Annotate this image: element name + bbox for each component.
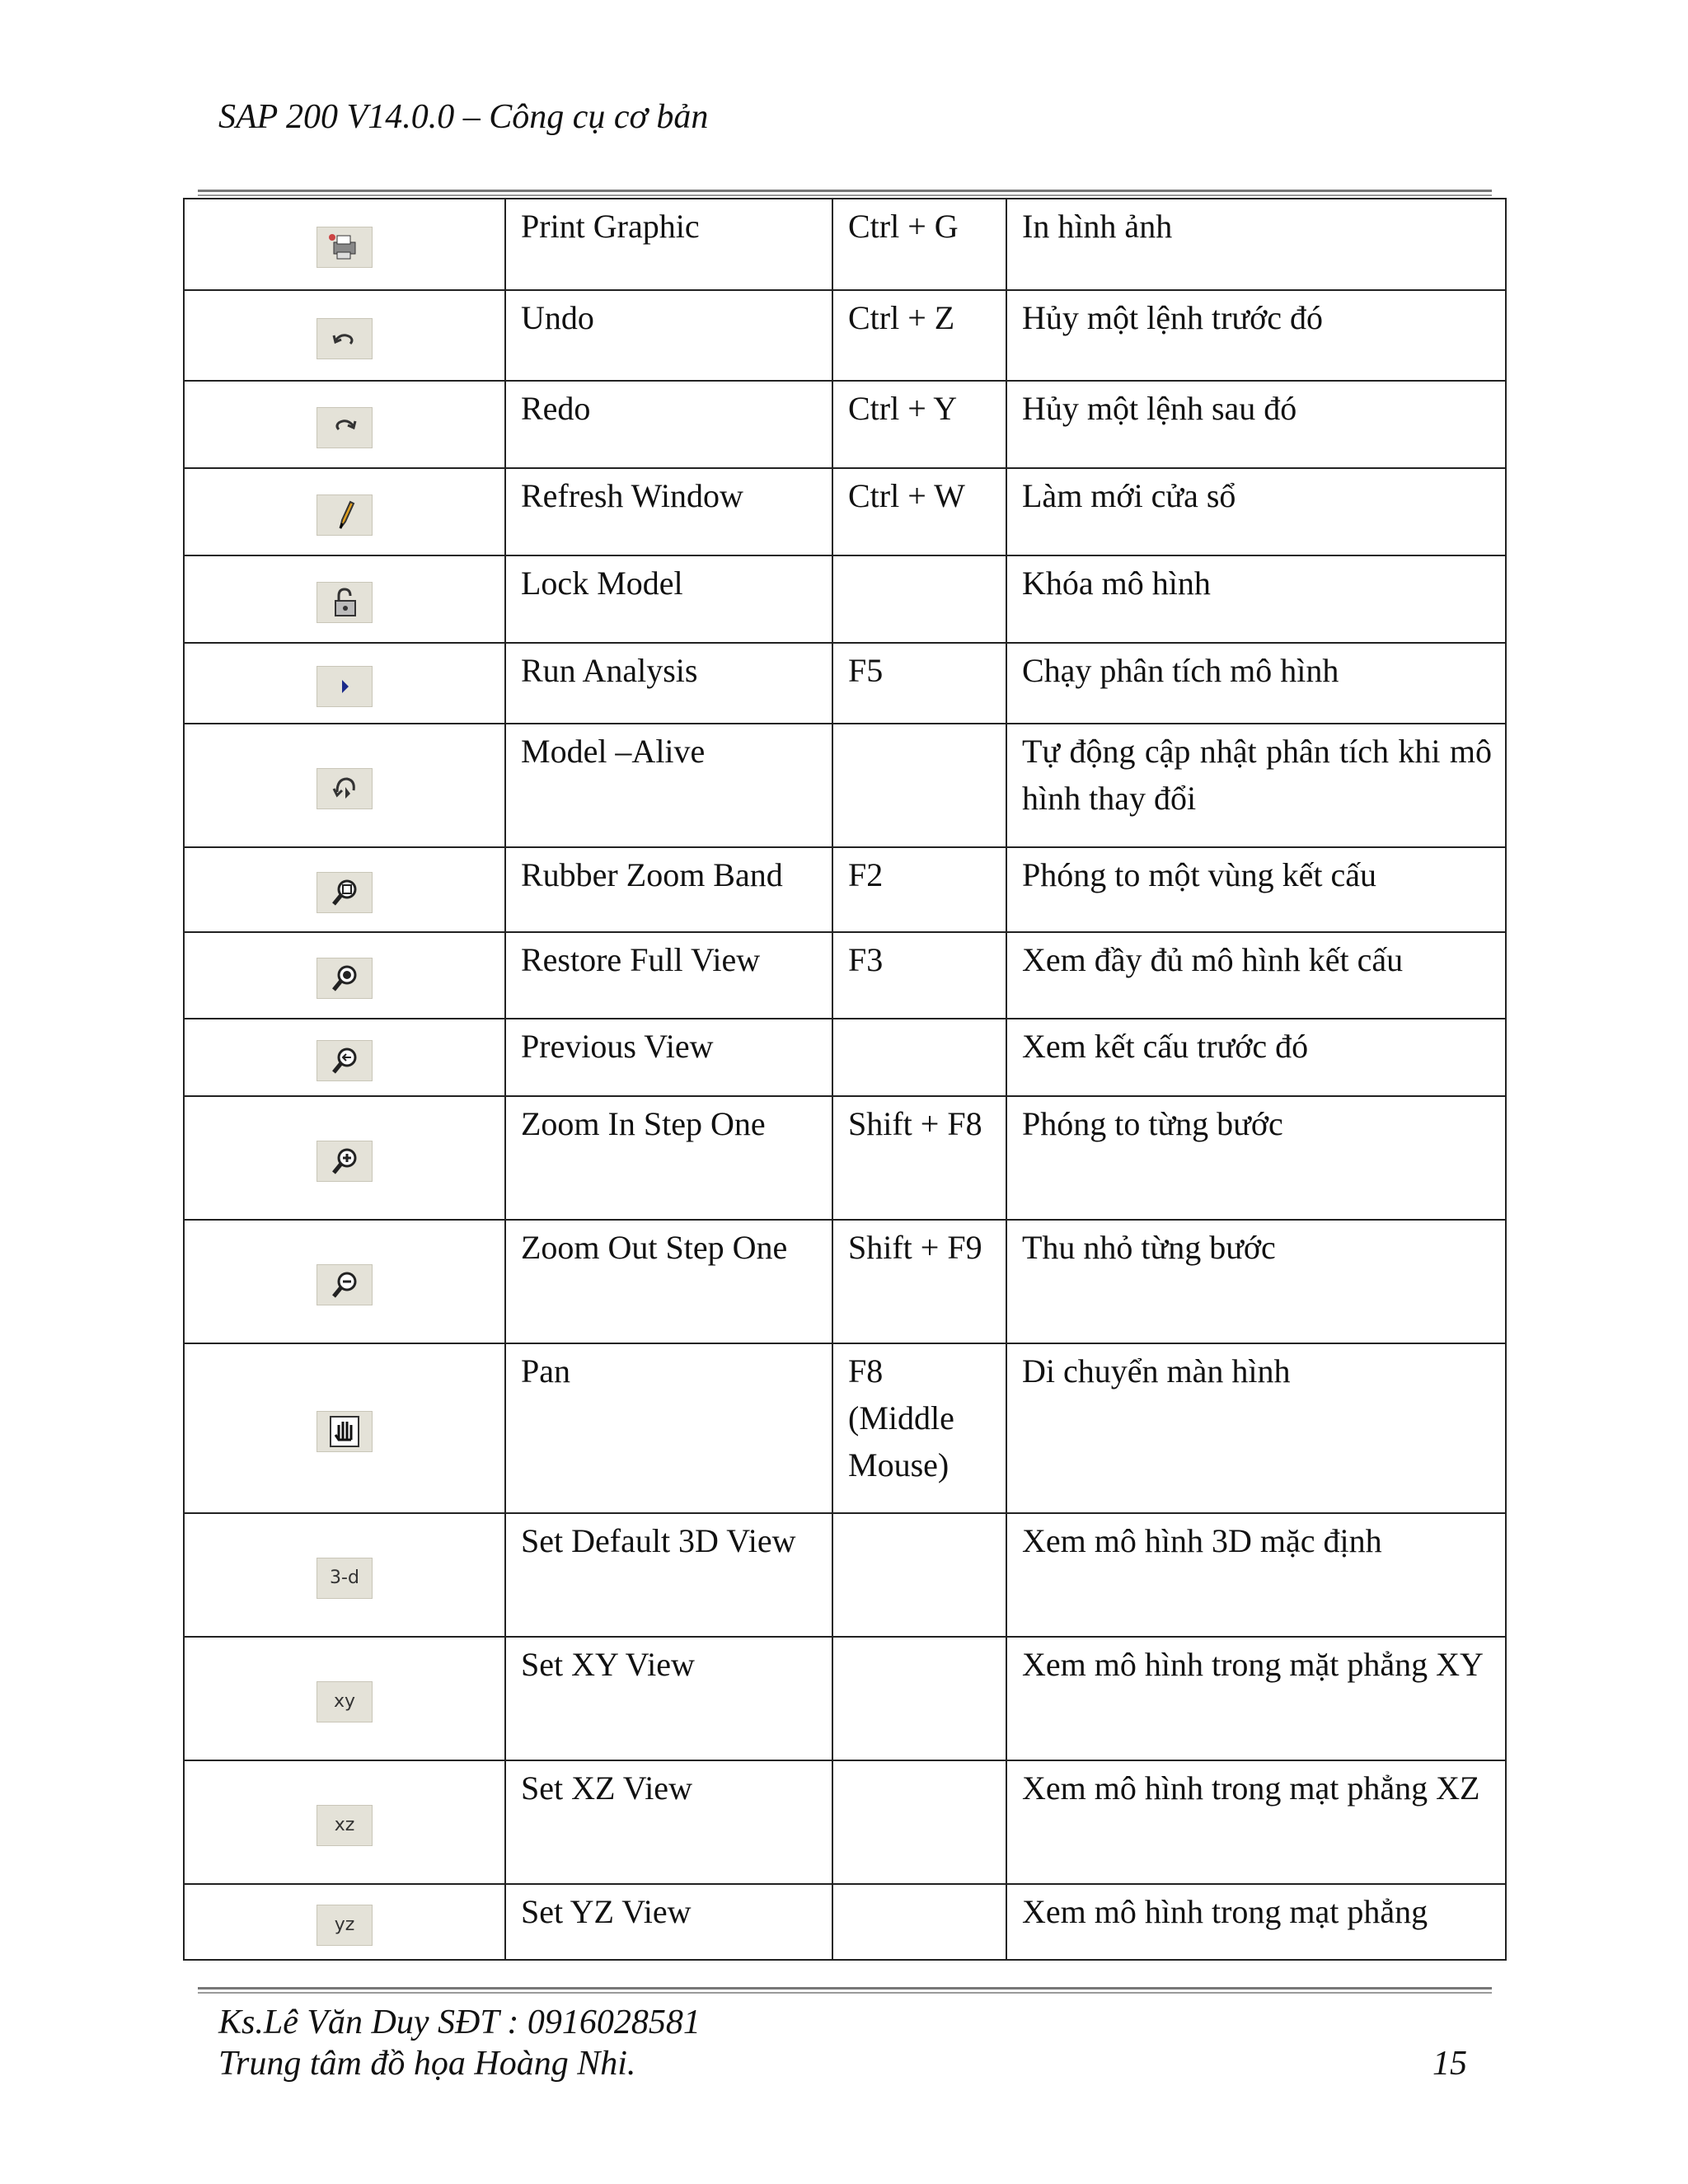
table-row [184,1343,1506,1513]
command-name: Previous View [505,1019,832,1096]
footer-divider [198,1987,1492,1994]
redo-icon [316,407,373,448]
command-description: Tự động cập nhật phân tích khi mô hình thay đổi [1006,724,1506,847]
command-name: Zoom Out Step One [505,1220,832,1343]
command-description: Xem đầy đủ mô hình kết cấu [1006,932,1506,1019]
undo-icon [316,318,373,359]
play-icon [316,666,373,707]
command-shortcut: F8 (Middle Mouse) [832,1343,1006,1513]
xz-view-icon [316,1805,373,1846]
command-name: Refresh Window [505,468,832,555]
table-row [184,1760,1506,1884]
command-shortcut: Shift + F9 [832,1220,1006,1343]
command-name: Redo [505,381,832,468]
table-row [184,643,1506,724]
table-row [184,1220,1506,1343]
table-row [184,1513,1506,1637]
table-row [184,290,1506,381]
table-row [184,555,1506,643]
command-name: Set YZ View [505,1884,832,1960]
model-alive-icon [316,768,373,809]
table-row [184,847,1506,932]
table-row [184,1884,1506,1960]
icon-label: 3-d [330,1567,359,1588]
yz-view-icon [316,1905,373,1946]
full-view-icon [316,958,373,999]
table-row [184,1637,1506,1760]
command-name: Lock Model [505,555,832,643]
toolbar-command-table [183,198,1507,1961]
table-row [184,1019,1506,1096]
command-name: Set XZ View [505,1760,832,1884]
command-shortcut: Ctrl + G [832,199,1006,290]
command-shortcut: F5 [832,643,1006,724]
command-shortcut [832,724,1006,847]
command-shortcut: Ctrl + Z [832,290,1006,381]
command-shortcut: F3 [832,932,1006,1019]
command-description: Xem mô hình trong mạt phẳng XZ [1006,1760,1506,1884]
command-description: Xem mô hình trong mạt phẳng [1006,1884,1506,1960]
command-name: Zoom In Step One [505,1096,832,1220]
icon-label: xz [334,1814,355,1835]
command-shortcut: Shift + F8 [832,1096,1006,1220]
command-name: Set XY View [505,1637,832,1760]
table-row [184,724,1506,847]
rubber-zoom-icon [316,872,373,913]
page-number: 15 [1432,2045,1467,2083]
command-shortcut [832,1884,1006,1960]
command-description: Di chuyển màn hình [1006,1343,1506,1513]
footer-center-name: Trung tâm đồ họa Hoàng Nhi. [218,2045,636,2083]
zoom-in-icon [316,1141,373,1182]
3d-view-icon [316,1558,373,1599]
command-description: Xem mô hình trong mặt phẳng XY [1006,1637,1506,1760]
table-row [184,932,1506,1019]
icon-label: xy [333,1690,356,1712]
footer-author: Ks.Lê Văn Duy SĐT : 0916028581 [218,2004,701,2041]
icon-label: yz [334,1914,355,1935]
command-description: Hủy một lệnh sau đó [1006,381,1506,468]
command-shortcut: Ctrl + Y [832,381,1006,468]
print-graphic-icon [316,227,373,268]
command-name: Model –Alive [505,724,832,847]
command-name: Rubber Zoom Band [505,847,832,932]
command-shortcut: F2 [832,847,1006,932]
command-description: Làm mới cửa sổ [1006,468,1506,555]
command-shortcut: Ctrl + W [832,468,1006,555]
table-row [184,199,1506,290]
command-description: Chạy phân tích mô hình [1006,643,1506,724]
pencil-icon [316,494,373,536]
zoom-out-icon [316,1264,373,1305]
command-description: Phóng to một vùng kết cấu [1006,847,1506,932]
command-description: Thu nhỏ từng bước [1006,1220,1506,1343]
command-name: Pan [505,1343,832,1513]
command-shortcut [832,1637,1006,1760]
command-name: Run Analysis [505,643,832,724]
table-row [184,468,1506,555]
command-shortcut [832,1513,1006,1637]
command-shortcut [832,1019,1006,1096]
command-name: Set Default 3D View [505,1513,832,1637]
table-row [184,1096,1506,1220]
command-description: Phóng to từng bước [1006,1096,1506,1220]
table-row [184,381,1506,468]
command-description: Hủy một lệnh trước đó [1006,290,1506,381]
xy-view-icon [316,1681,373,1722]
lock-icon [316,582,373,623]
command-description: Xem mô hình 3D mặc định [1006,1513,1506,1637]
page-header-title: SAP 200 V14.0.0 – Công cụ cơ bản [218,98,709,136]
previous-view-icon [316,1040,373,1081]
pan-hand-icon [316,1411,373,1452]
command-description: Khóa mô hình [1006,555,1506,643]
command-description: In hình ảnh [1006,199,1506,290]
command-shortcut [832,555,1006,643]
command-name: Undo [505,290,832,381]
command-description: Xem kết cấu trước đó [1006,1019,1506,1096]
header-divider [198,190,1492,196]
command-name: Restore Full View [505,932,832,1019]
command-shortcut [832,1760,1006,1884]
command-name: Print Graphic [505,199,832,290]
